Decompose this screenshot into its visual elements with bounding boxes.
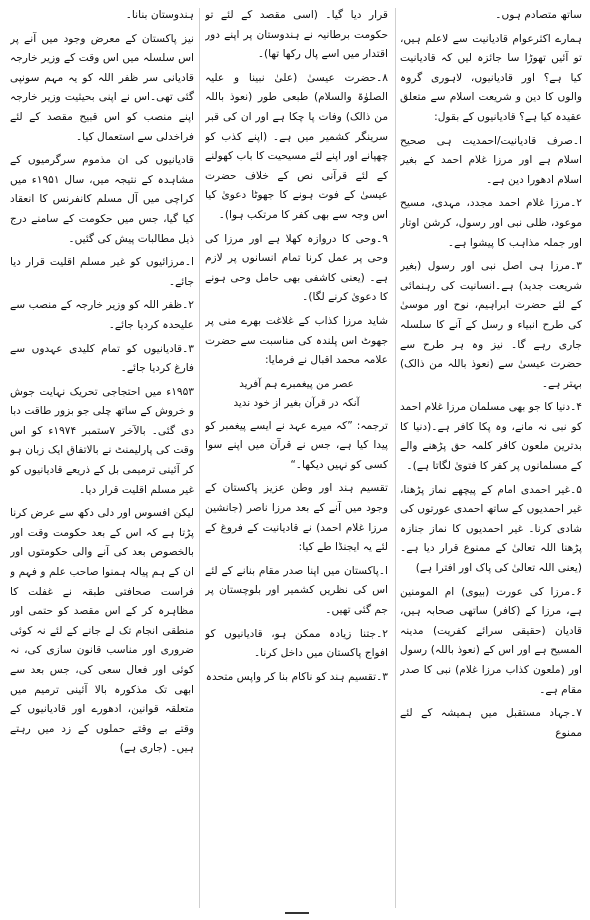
paragraph: ۴۔دنیا کا جو بھی مسلمان مرزا غلام احمد کو نبی نہ مانے، وہ پکا کافر ہے۔(دنیا کا بدترین ملعون کافر کلمہ حق پڑھنے والے کے مسلمانوں پر کفر کا فتویٰ لگاتا ہے)۔ xyxy=(400,401,582,473)
paragraph: ۶۔مرزا کی عورت (بیوی) ام المومنین ہے، مرزا کے (کافر) ساتھی صحابہ ہیں، قادیان (حقیقی سرائے کفریت) مدینہ المسیح ہے اور اس کے (نعوذ باللہ) رسول اور (ملعون کذاب مرزا غلام) نبی کا صدر مقام ہے۔ xyxy=(400,585,582,696)
paragraph: ۳۔تقسیم ہند کو ناکام بنا کر واپس متحدہ xyxy=(205,670,388,683)
paragraph: نیز پاکستان کے معرض وجود میں آنے پر اس سلسلہ میں اس وقت کے وزیر خارجہ قادیانی سر ظفر اللہ کو یہ مہم سونپی گئی تھی۔اس نے اپنی بحیثیت وزیر خارجہ اپنے منصب کو اس قبیح مقصد کے لئے فراخدلی سے استعمال کیا۔ xyxy=(10,32,194,143)
paragraph: ۱۹۵۳ء میں احتجاجی تحریک نہایت جوش و خروش کے ساتھ چلی جو بزور طاقت دبا دی گئی۔ بالآخر ۷ستمبر ۱۹۷۴ء کو اس وقت کی پارلیمنٹ نے بالاتفاق ایک زبان ہو کر آئینی ترمیمی بل کے ذریعے قادیانیوں کو غیر مسلم اقلیت قرار دیا۔ xyxy=(10,385,194,496)
paragraph: ا۔پاکستان میں اپنا صدر مقام بنانے کے لئے اس کی نظریں کشمیر اور بلوچستان پر جم گئی تھیں۔ xyxy=(205,564,388,617)
verse-line: عصر من پیغمبرے ہم آفرید xyxy=(239,377,354,390)
column-divider xyxy=(395,8,396,908)
paragraph: ساتھ متصادم ہوں۔ xyxy=(495,9,582,21)
paragraph: ۹۔وحی کا دروازہ کھلا ہے اور مرزا کی وحی پر عمل کرنا تمام انسانوں پر لازم ہے۔ (یعنی کاشفی بھی حامل وحی ہونے کا دعویٰ کرنے لگا)۔ xyxy=(205,232,388,304)
persian-verse xyxy=(205,375,388,413)
paragraph: ۲۔مرزا غلام احمد مجدد، مہدی، مسیح موعود، ظلی نبی اور رسول، کرشن اوتار اور جملہ مذاہب کا پیشوا ہے۔ xyxy=(400,197,582,249)
article-column-left xyxy=(10,6,194,911)
column-divider xyxy=(199,8,200,908)
paragraph: تقسیم ہند اور وطن عزیز پاکستان کے وجود میں آنے کے بعد مرزا ناصر (جانشین مرزا غلام احمد) نے قادیانیت کے فروغ کے لئے یہ ایجنڈا طے کیا: xyxy=(205,482,388,554)
paragraph: ۷۔جہاد مستقبل میں ہمیشہ کے لئے ممنوع xyxy=(400,707,582,739)
paragraph: ۳۔مرزا ہی اصل نبی اور رسول (بغیر شریعت جدید) ہے۔انسانیت کی رہنمائی کے لئے حضرت ابراہیم، نوح اور موسیٰ کی طرح انبیاء و رسل کے آنے کا سلسلہ جاری رہے گا۔ نیز وہ ہر طرح سے حضرت عیسیٰ سے (نعوذ باللہ من ذالک) بہتر ہے۔ xyxy=(400,260,582,390)
paragraph: ۲۔جتنا زیادہ ممکن ہو، قادیانیوں کو افواج پاکستان میں داخل کرنا۔ xyxy=(205,627,388,660)
verse-line: آنکہ در قرآن بغیر از خود ندید xyxy=(233,396,360,409)
page-footer-rule xyxy=(285,912,309,914)
paragraph: ہمارے اکثرعوام قادیانیت سے لاعلم ہیں، تو آئیں تھوڑا سا جائزہ لیں کہ قادیانیت کیا ہے؟ اور قادیانیوں، لاہوری گروہ والوں کا دین و شریعت اسلام سے متعلق عقیدہ کیا ہے؟ قادیانیوں کے بقول: xyxy=(400,32,582,123)
paragraph: ۸۔حضرت عیسیٰ (علیٰ نبینا و علیہ الصلوٰۃ والسلام) طبعی طور (نعوذ باللہ من ذالک) وفات پا چکا ہے اور ان کی قبر سرینگر کشمیر میں ہے۔ (اپنے کذب کو چھپانے اور اپنے لئے مسیحیت کا باب کھولنے کے لئے قرآنی نص کے خلاف حضرت عیسیٰ کے فوت ہونے کا جھوٹا دعویٰ کیا اس وجہ سے بھی کفر کا مرتکب ہوا)۔ xyxy=(205,71,388,221)
paragraph: ا۔مرزائیوں کو غیر مسلم اقلیت قرار دیا جائے۔ xyxy=(10,256,194,288)
paragraph: قرار دیا گیا۔ (اسی مقصد کے لئے تو حکومت برطانیہ نے ہندوستان پر اپنے دور اقتدار میں اسے پال رکھا تھا)۔ xyxy=(205,9,388,61)
paragraph: ۳۔قادیانیوں کو تمام کلیدی عہدوں سے فارغ کردیا جائے۔ xyxy=(10,342,194,375)
paragraph: لیکن افسوس اور دلی دکھ سے عرض کرنا پڑتا ہے کہ اس کے بعد حکومت وقت اور بالخصوص بعد کی آنے والی حکومتوں اور ان کے ہم پیالہ ہمنوا صاحب علم و فہم و فراست صحافتی طبقہ نے غفلت کا مظاہرہ کر کے اس مقصد کو حتمی اور منطقی انجام تک لے جانے کے لئے نہ کوئی ضروری اور مناسب قانون سازی کی، نہ کوئی اور فعال سعی کی، جس بعد سے ابھی تک مذکورہ بالا آئینی ترمیم میں متعلقہ قوانین، ادھورے اور قادیانیوں کے وقتے بے وقتے حملوں کے زد میں رہتے ہیں۔ (جاری ہے) xyxy=(10,507,194,755)
paragraph: ۲۔ظفر اللہ کو وزیر خارجہ کے منصب سے علیحدہ کردیا جائے۔ xyxy=(10,299,194,331)
article-column-right xyxy=(400,6,582,911)
paragraph: شاید مرزا کذاب کے غلاغت بھرے منی پر جھوٹ اس پلندہ کی مناسبت سے حضرت علامہ محمد اقبال نے فرمایا: xyxy=(205,314,388,367)
paragraph: ترجمہ: ”کہ میرے عہد نے ایسے پیغمبر کو پیدا کیا ہے، جس نے قرآن میں اپنے سوا کسی کو نہیں دیکھا۔“ xyxy=(205,419,388,471)
paragraph: ہندوستان بنانا۔ xyxy=(125,9,194,21)
article-column-middle xyxy=(205,6,388,911)
paragraph: قادیانیوں کی ان مذموم سرگرمیوں کے مشاہدہ کے نتیجہ میں، سال ۱۹۵۱ء میں کراچی میں آل مسلم کانفرنس کا انعقاد کیا گیا، جس میں حکومت کے سامنے درج ذیل مطالبات پیش کی گئیں۔ xyxy=(10,154,194,245)
paragraph: ۵۔غیر احمدی امام کے پیچھے نماز پڑھنا، غیر احمدیوں کے ساتھ احمدی عورتوں کی شادی کرنا۔ غیر احمدیوں کا نماز جنازہ پڑھنا اللہ تعالیٰ کے ممنوع قرار دیا ہے۔(یعنی اللہ تعالیٰ کی پاک اور افترا ہے) xyxy=(400,483,582,575)
paragraph: ا۔صرف قادیانیت/احمدیت ہی صحیح اسلام ہے اور مرزا غلام احمد کے بغیر اسلام ادھورا دین ہے۔ xyxy=(400,134,582,186)
